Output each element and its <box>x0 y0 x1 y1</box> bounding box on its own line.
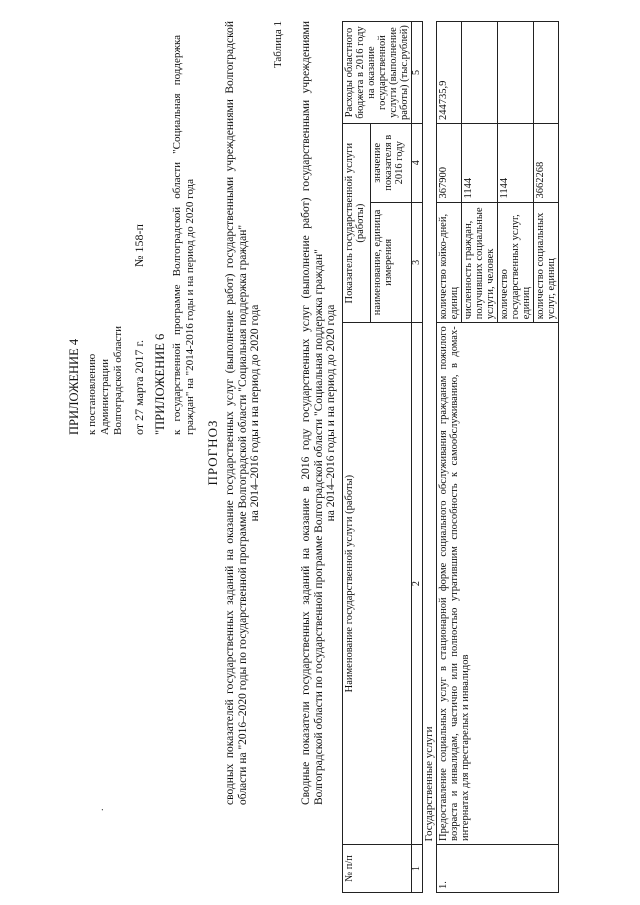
column-number: 4 <box>412 124 423 203</box>
appendix-line-1: к постановлению <box>86 353 98 435</box>
section-row <box>423 22 437 893</box>
indicators-table <box>342 21 559 893</box>
column-number: 1 <box>412 844 423 892</box>
section-title: Государственные услуги <box>423 726 435 842</box>
indicator-budget <box>462 22 498 124</box>
table-label: Таблица 1 <box>272 21 284 69</box>
header-value: значение показателя в 2016 году <box>371 124 412 203</box>
indicator-budget: 244735,9 <box>437 22 462 124</box>
column-number-row <box>412 22 423 893</box>
appendix-line-2: Администрации <box>99 358 111 435</box>
indicator-unit: количество социальных услуг, единиц <box>534 202 559 323</box>
header-name: Наименование государственной услуги (работы) <box>343 323 412 845</box>
indicator-budget <box>498 22 534 124</box>
order-number: № 158-п <box>132 224 146 267</box>
header-indicator-group: Показатель государственной услуги (работы) <box>343 124 371 323</box>
document-heading: ПРОГНОЗ <box>205 419 220 486</box>
indicator-budget <box>534 22 559 124</box>
service-name: Предоставление социальных услуг в стационарной форме социального обслуживания гражданам пожилого возраста и инвалидам, частично или полностью утратившим способность к самообслуживанию, в домах-интернатах для престарелых и инвалидов <box>437 323 559 845</box>
column-number: 3 <box>412 202 423 323</box>
table-description-main: Сводные показатели государственных заданий на оказание в 2016 году государственных услуг (выполнение работ) государственными учреждениями Волгоградской области по государственной программе Волгоградской области "Социальная поддержка граждан" <box>300 21 325 805</box>
indicator-value: 1144 <box>462 124 498 203</box>
column-number: 2 <box>412 323 423 845</box>
indicator-unit: количество койко-дней, единиц <box>437 202 462 323</box>
header-dot: . <box>95 808 106 811</box>
header-budget: Расходы областного бюджета в 2016 году на оказание государственной услуги (выполнение работы) (тыс.рублей) <box>343 22 412 124</box>
order-line <box>133 35 146 435</box>
indicator-value: 367900 <box>437 124 462 203</box>
table-row <box>437 22 462 893</box>
row-number: 1. <box>437 844 559 892</box>
forecast-description <box>224 21 262 805</box>
indicator-unit: численность граждан, получивших социальные услуги, человек <box>462 202 498 323</box>
indicator-unit: количество государственных услуг, единиц <box>498 202 534 323</box>
appendix-title-2: "ПРИЛОЖЕНИЕ 6 <box>153 333 167 435</box>
appendix-line-3: Волгоградской области <box>112 326 124 435</box>
table-header-row-1 <box>343 22 371 893</box>
order-date: от 27 марта 2017 г. <box>132 339 146 435</box>
indicator-value: 1144 <box>498 124 534 203</box>
table-description <box>300 21 338 805</box>
appendix-block <box>68 35 197 435</box>
forecast-description-period: на 2014–2016 годы и на период до 2020 года <box>249 304 261 522</box>
table-description-period: на 2014–2016 годы и на период до 2020 года <box>325 304 337 522</box>
indicator-value: 3662268 <box>534 124 559 203</box>
forecast-description-main: сводных показателей государственных заданий на оказание государственных услуг (выполнение работ) государственными учреждениями Волгоградской области на "2016–2020 годы по государственной программе Волгоградской области "Социальная поддержка граждан" <box>224 21 249 805</box>
appendix-subtext: к государственной программе Волгоградской области "Социальная поддержка граждан" на "2014-2016 годы и на период до 2020 года <box>171 35 196 435</box>
header-unit: наименование, единица измерения <box>371 202 412 323</box>
header-num: № п/п <box>343 844 412 892</box>
appendix-title: ПРИЛОЖЕНИЕ 4 <box>67 338 81 435</box>
column-number: 5 <box>412 22 423 124</box>
